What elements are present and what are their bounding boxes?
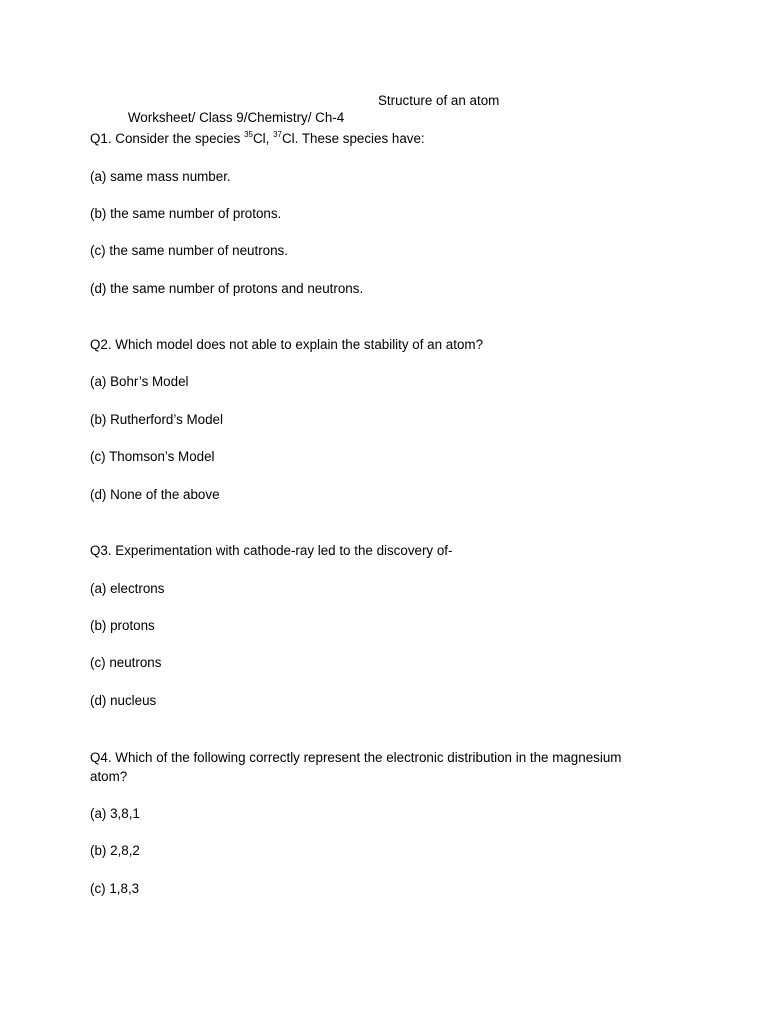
- q3-option-d: (d) nucleus: [90, 693, 157, 708]
- q2-option-a: (a) Bohr’s Model: [90, 374, 189, 389]
- q3-option-b: (b) protons: [90, 618, 155, 633]
- q2-option-d: (d) None of the above: [90, 487, 220, 502]
- q4-option-b: (b) 2,8,2: [90, 843, 140, 858]
- q1-option-d: (d) the same number of protons and neutrons.: [90, 281, 364, 296]
- isotope-mass-37: 37: [273, 129, 282, 139]
- q3-option-a: (a) electrons: [90, 581, 165, 596]
- q1-option-c: (c) the same number of neutrons.: [90, 243, 288, 258]
- q3-option-c: (c) neutrons: [90, 655, 162, 670]
- q4-option-a: (a) 3,8,1: [90, 806, 140, 821]
- question-1: [90, 130, 425, 147]
- header-course-info: Worksheet/ Class 9/Chemistry/ Ch-4: [127, 110, 345, 125]
- question-1-suffix: Cl. These species have:: [281, 131, 425, 146]
- question-3: Q3. Experimentation with cathode-ray led to the discovery of-: [90, 543, 453, 558]
- header-chapter-title: Structure of an atom: [378, 93, 500, 108]
- q2-option-c: (c) Thomson’s Model: [90, 449, 215, 464]
- isotope-mass-35: 35: [244, 129, 253, 139]
- q4-option-c: (c) 1,8,3: [90, 881, 140, 896]
- q2-option-b: (b) Rutherford’s Model: [90, 412, 223, 427]
- question-2: Q2. Which model does not able to explain the stability of an atom?: [90, 337, 484, 352]
- question-4: Q4. Which of the following correctly represent the electronic distribution in the magnesium atom?: [90, 750, 622, 784]
- question-1-prefix: Q1. Consider the species: [90, 131, 245, 146]
- q1-option-a: (a) same mass number.: [90, 169, 231, 184]
- q1-option-b: (b) the same number of protons.: [90, 206, 282, 221]
- isotope-symbol-1: Cl,: [252, 131, 274, 146]
